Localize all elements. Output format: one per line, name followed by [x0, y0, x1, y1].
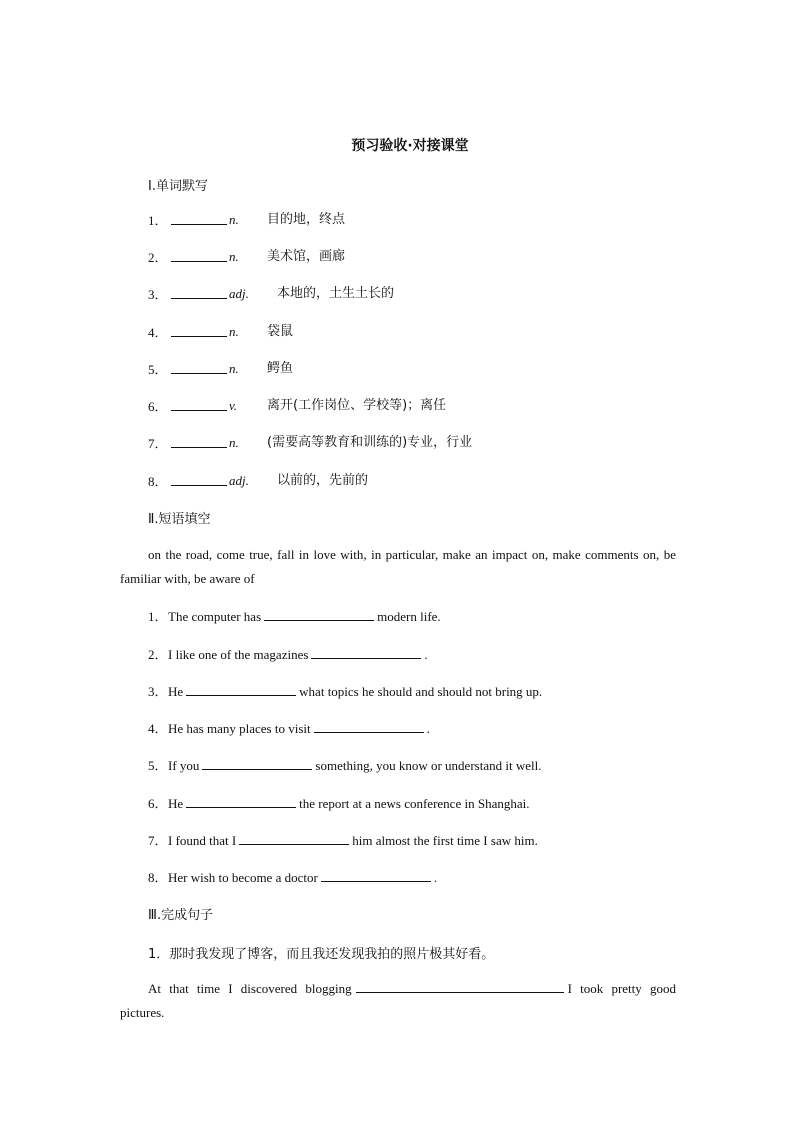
vocab-item [148, 359, 294, 379]
item-number: 8． [148, 474, 168, 489]
vocab-item [148, 322, 294, 342]
sentence-start: I like one of the magazines [168, 647, 309, 662]
answer-blank[interactable] [171, 359, 227, 374]
part-of-speech: v. [229, 398, 238, 413]
item-number: 7． [148, 436, 168, 451]
vocab-item [148, 210, 346, 230]
vocab-item [148, 433, 473, 453]
item-number: 6． [148, 399, 168, 414]
answer-blank[interactable] [171, 471, 227, 486]
answer-blank[interactable] [171, 322, 227, 337]
sentence-end: something, you know or understand it well. [315, 758, 542, 773]
answer-blank[interactable] [239, 830, 349, 845]
sentence-start: At that time I discovered blogging [148, 981, 352, 996]
item-number: 2． [148, 647, 168, 662]
item-number: 1． [148, 609, 168, 624]
sentence-end: I took pretty good pictures. [120, 981, 677, 1020]
word-meaning: 鳄鱼 [267, 361, 294, 376]
sentence-end: . [433, 870, 438, 885]
phrase-item [148, 830, 538, 850]
word-meaning: 本地的，土生土长的 [277, 286, 395, 301]
sentence-end: what topics he should and should not bring up. [299, 684, 543, 699]
sentence-start: He [168, 796, 184, 811]
item-number: 5． [148, 362, 168, 377]
vocab-item [148, 247, 346, 267]
word-meaning: 离开(工作岗位、学校等)；离任 [267, 398, 447, 413]
phrase-item [148, 606, 441, 626]
answer-blank[interactable] [171, 396, 227, 411]
phrase-item [148, 755, 541, 775]
phrase-item [148, 793, 529, 813]
sentence-end: . [426, 721, 430, 736]
sentence-start: I found that I [168, 833, 237, 848]
part-of-speech: n. [229, 212, 239, 227]
item-number: 5． [148, 758, 168, 773]
phrase-item [148, 681, 542, 701]
part-of-speech: n. [229, 249, 239, 264]
phrase-item [148, 718, 430, 738]
phrase-item [148, 644, 428, 664]
answer-blank[interactable] [186, 681, 296, 696]
word-meaning: 袋鼠 [267, 324, 294, 339]
word-meaning: 目的地，终点 [267, 212, 346, 227]
part-of-speech: n. [229, 361, 239, 376]
item-number: 8． [148, 870, 168, 885]
sentence-end: modern life. [377, 609, 441, 624]
section-vocab-heading: Ⅰ.单词默写 [148, 179, 208, 194]
phrase-item [148, 867, 437, 887]
answer-blank[interactable] [171, 247, 227, 262]
sentence-end: the report at a news conference in Shanghai. [299, 796, 530, 811]
item-number: 3． [148, 684, 168, 699]
sentence-start: Her wish to become a doctor [168, 870, 318, 885]
item-number: 1． [148, 213, 168, 228]
answer-blank[interactable] [356, 978, 564, 993]
answer-blank[interactable] [202, 755, 312, 770]
answer-blank[interactable] [171, 210, 227, 225]
part-of-speech: n. [229, 324, 239, 339]
part-of-speech: adj. [229, 473, 249, 488]
part-of-speech: n. [229, 435, 239, 450]
page-title: 预习验收·对接课堂 [351, 138, 469, 154]
sentence-start: If you [168, 758, 200, 773]
item-number: 7． [148, 833, 168, 848]
phrase-bank: on the road, come true, fall in love with, in particular, make an impact on, make comments on, be familiar with, be aware of [120, 547, 676, 586]
sentence-end: . [424, 647, 428, 662]
item-number: 4． [148, 325, 168, 340]
answer-blank[interactable] [171, 284, 227, 299]
item-number: 6． [148, 796, 168, 811]
sentence-end: him almost the first time I saw him. [352, 833, 538, 848]
word-meaning: (需要高等教育和训练的)专业，行业 [267, 435, 473, 450]
part-of-speech: adj. [229, 286, 249, 301]
vocab-item [148, 396, 447, 416]
answer-blank[interactable] [171, 433, 227, 448]
sentence-start: The computer has [168, 609, 262, 624]
sentence-start: He [168, 684, 184, 699]
vocab-item [148, 284, 395, 304]
word-meaning: 以前的，先前的 [277, 473, 369, 488]
answer-blank[interactable] [311, 644, 421, 659]
section-phrases-heading: Ⅱ.短语填空 [148, 512, 211, 527]
vocab-item [148, 471, 369, 491]
answer-blank[interactable] [186, 793, 296, 808]
answer-blank[interactable] [321, 867, 431, 882]
chinese-prompt: 1．那时我发现了博客，而且我还发现我拍的照片极其好看。 [148, 947, 495, 962]
sentence-start: He has many places to visit [168, 721, 311, 736]
answer-blank[interactable] [264, 606, 374, 621]
translation-sentence [120, 977, 676, 1025]
section-sentences-heading: Ⅲ.完成句子 [148, 908, 214, 923]
item-number: 3． [148, 287, 168, 302]
item-number: 4． [148, 721, 168, 736]
word-meaning: 美术馆，画廊 [267, 249, 346, 264]
item-number: 2． [148, 250, 168, 265]
answer-blank[interactable] [314, 718, 424, 733]
